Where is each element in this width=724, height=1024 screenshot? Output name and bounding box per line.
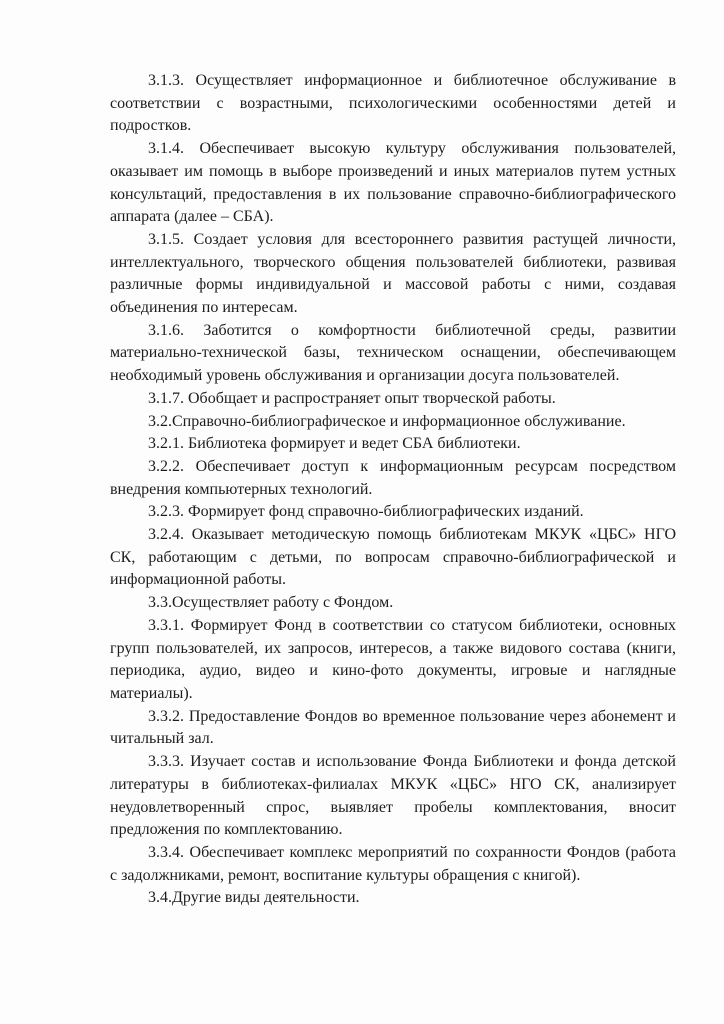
paragraph-3-2-1: 3.2.1. Библиотека формирует и ведет СБА библиотеки. bbox=[148, 435, 521, 453]
paragraph-3-1-5: 3.1.5. Создает условия для всестороннего развития растущей личности, интеллектуального, творческого общения пользователей библиотеки, развивая различные формы индивидуальной и массовой работы с ними, создавая объединения по интересам. bbox=[110, 230, 676, 317]
paragraph-3-3-2: 3.3.2. Предоставление Фондов во временное пользование через абонемент и читальный зал. bbox=[110, 707, 676, 748]
paragraph-3-3-4: 3.3.4. Обеспечивает комплекс мероприятий по сохранности Фондов (работа с задолжниками, ремонт, воспитание культуры обращения с книгой). bbox=[110, 843, 676, 884]
paragraph-3-1-7: 3.1.7. Обобщает и распространяет опыт творческой работы. bbox=[148, 389, 556, 407]
paragraph-3-1-4: 3.1.4. Обеспечивает высокую культуру обслуживания пользователей, оказывает им помощь в выборе произведений и иных материалов путем устных консультаций, предоставления в их пользование справочно-библиографического аппарата (далее – СБА). bbox=[110, 140, 676, 226]
paragraph-3-2-4: 3.2.4. Оказывает методическую помощь библиотекам МКУК «ЦБС» НГО СК, работающим с детьми, по вопросам справочно-библиографической и информационной работы. bbox=[110, 526, 676, 589]
paragraph-3-3-3: 3.3.3. Изучает состав и использование Фонда Библиотеки и фонда детской литературы в библиотеках-филиалах МКУК «ЦБС» НГО СК, анализирует неудовлетворенный спрос, выявляет пробелы комплектования, вносит предложения по комплектованию. bbox=[110, 753, 676, 839]
paragraph-3-4: 3.4.Другие виды деятельности. bbox=[148, 889, 360, 907]
paragraph-3-3: 3.3.Осуществляет работу с Фондом. bbox=[148, 594, 394, 612]
paragraph-3-3-1: 3.3.1. Формирует Фонд в соответствии со статусом библиотеки, основных групп пользователей, их запросов, интересов, а также видового состава (книги, периодика, аудио, видео и кино-фото документы, игровые и наглядные материалы). bbox=[110, 616, 676, 702]
paragraph-3-1-3: 3.1.3. Осуществляет информационное и библиотечное обслуживание в соответствии с возрастными, психологическими особенностями детей и подростков. bbox=[110, 72, 676, 135]
paragraph-3-2-3: 3.2.3. Формирует фонд справочно-библиографических изданий. bbox=[148, 503, 584, 521]
paragraph-3-2-2: 3.2.2. Обеспечивает доступ к информационным ресурсам посредством внедрения компьютерных технологий. bbox=[110, 457, 676, 498]
paragraph-3-1-6: 3.1.6. Заботится о комфортности библиотечной среды, развитии материально-технической базы, техническом оснащении, обеспечивающем необходимый уровень обслуживания и организации досуга пользователей. bbox=[110, 321, 676, 385]
document-body bbox=[110, 70, 676, 910]
paragraph-3-2: 3.2.Справочно-библиографическое и информационное обслуживание. bbox=[148, 412, 626, 430]
